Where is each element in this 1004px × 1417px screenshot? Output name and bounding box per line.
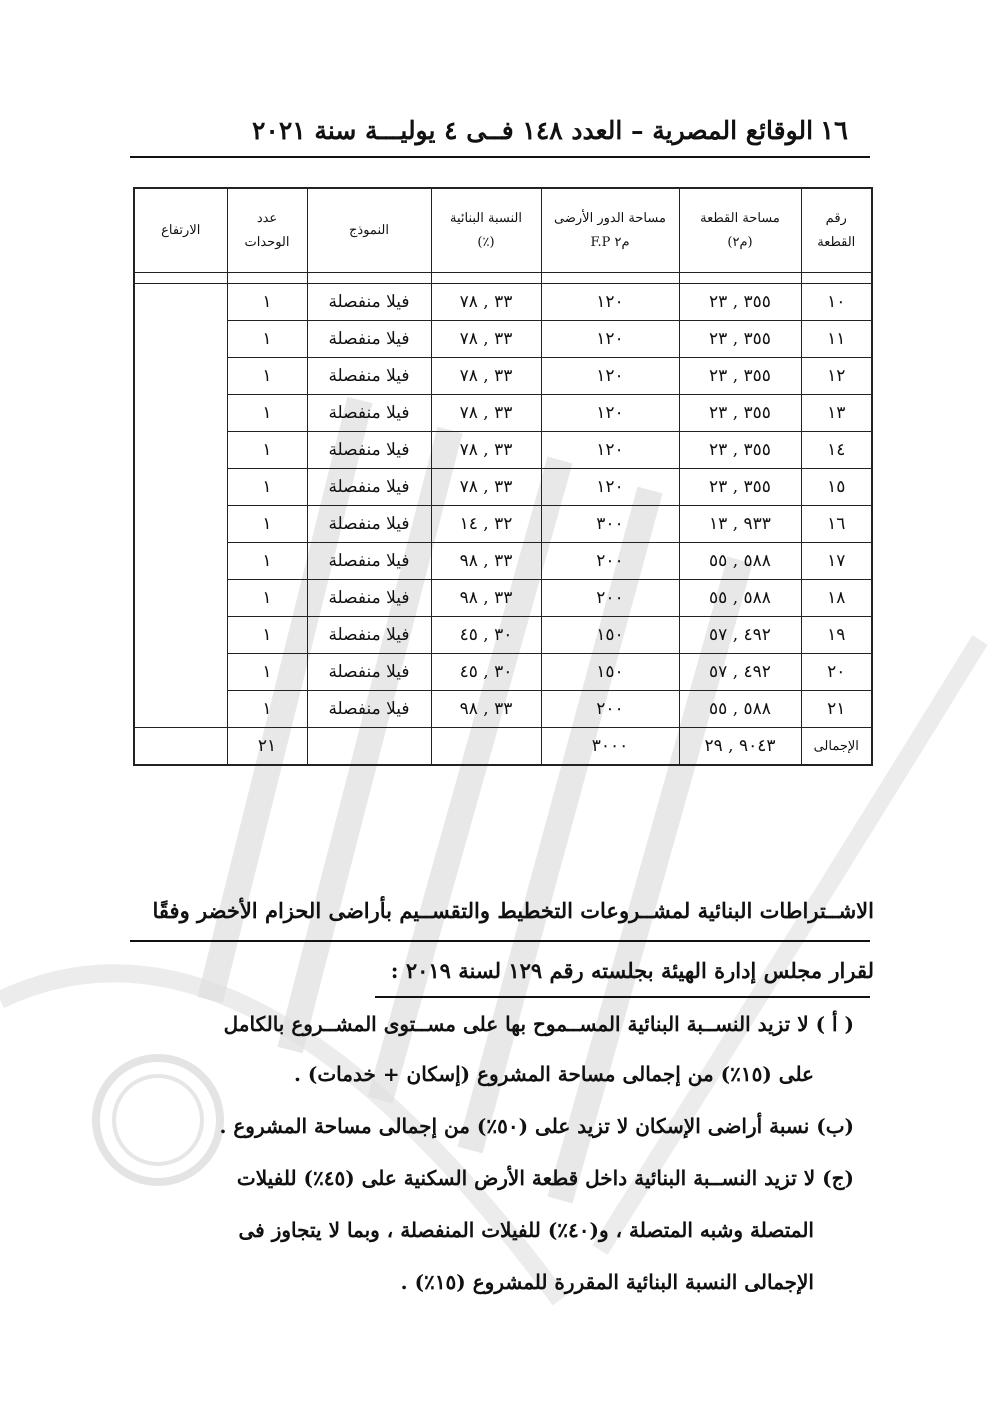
cell-plot-area: ٣٥٥ , ٢٣ <box>679 469 801 506</box>
table-row <box>134 617 872 654</box>
col-header: مساحة الدور الأرضى F.P م٢ <box>541 188 679 273</box>
cell-plot-area: ٤٩٢ , ٥٧ <box>679 654 801 691</box>
cell-ground-floor-area: ١٢٠ <box>541 284 679 321</box>
cell-building-ratio: ٣٣ , ٩٨ <box>431 691 541 728</box>
cell-building-ratio: ٣٣ , ٧٨ <box>431 321 541 358</box>
cell-unit-count: ١ <box>227 580 307 617</box>
cell-unit-count: ١ <box>227 358 307 395</box>
section-subheading: لقرار مجلس إدارة الهيئة بجلسته رقم ١٢٩ لسنة ٢٠١٩ : <box>390 958 874 983</box>
cell-plot-number: ٢٠ <box>801 654 872 691</box>
cell-total-units: ٢١ <box>227 728 307 766</box>
cell-unit-count: ١ <box>227 654 307 691</box>
condition-c-line1: (ج) لا تزيد النســبة البنائية داخل قطعة الأرض السكنية على (٤٥٪) للفيلات <box>236 1166 854 1190</box>
cell-building-model: فيلا منفصلة <box>307 432 431 469</box>
cell-plot-number: ١٩ <box>801 617 872 654</box>
heading-underline <box>130 940 870 942</box>
cell-building-ratio: ٣٣ , ٧٨ <box>431 395 541 432</box>
cell-building-model: فيلا منفصلة <box>307 358 431 395</box>
table-row <box>134 395 872 432</box>
cell-ground-floor-area: ٢٠٠ <box>541 543 679 580</box>
cell-total-area: ٩٠٤٣ , ٢٩ <box>679 728 801 766</box>
cell-empty <box>134 728 227 766</box>
cell-empty <box>307 728 431 766</box>
cell-plot-area: ٣٥٥ , ٢٣ <box>679 321 801 358</box>
cell-plot-number: ١٧ <box>801 543 872 580</box>
cell-unit-count: ١ <box>227 617 307 654</box>
table-row <box>134 654 872 691</box>
cell-building-ratio: ٣٢ , ١٤ <box>431 506 541 543</box>
cell-building-model: فيلا منفصلة <box>307 469 431 506</box>
table-row <box>134 358 872 395</box>
cell-ground-floor-area: ١٥٠ <box>541 617 679 654</box>
cell-unit-count: ١ <box>227 506 307 543</box>
cell-building-model: فيلا منفصلة <box>307 395 431 432</box>
table-total-row <box>134 728 872 766</box>
page-number: ١٦ <box>820 116 848 146</box>
col-header: الارتفاع <box>134 188 227 273</box>
cell-building-ratio: ٣٣ , ٧٨ <box>431 284 541 321</box>
col-header: مساحة القطعة (م٢) <box>679 188 801 273</box>
table-row <box>134 506 872 543</box>
cell-ground-floor-area: ١٥٠ <box>541 654 679 691</box>
subheading-underline <box>375 996 870 998</box>
cell-plot-area: ٥٨٨ , ٥٥ <box>679 580 801 617</box>
cell-building-model: فيلا منفصلة <box>307 543 431 580</box>
cell-unit-count: ١ <box>227 691 307 728</box>
cell-building-ratio: ٣٣ , ٩٨ <box>431 543 541 580</box>
cell-building-model: فيلا منفصلة <box>307 654 431 691</box>
cell-building-ratio: ٣٠ , ٤٥ <box>431 654 541 691</box>
cell-plot-area: ٥٨٨ , ٥٥ <box>679 543 801 580</box>
col-header: عدد الوحدات <box>227 188 307 273</box>
condition-a-line2: على (١٥٪) من إجمالى مساحة المشروع (إسكان + خدمات) . <box>293 1062 814 1086</box>
cell-ground-floor-area: ٢٠٠ <box>541 580 679 617</box>
cell-plot-number: ١٠ <box>801 284 872 321</box>
cell-total-label: الإجمالى <box>801 728 872 766</box>
cell-plot-area: ٣٥٥ , ٢٣ <box>679 358 801 395</box>
page-header <box>130 112 870 158</box>
cell-plot-area: ٣٥٥ , ٢٣ <box>679 284 801 321</box>
cell-plot-number: ١١ <box>801 321 872 358</box>
cell-unit-count: ١ <box>227 284 307 321</box>
cell-ground-floor-area: ١٢٠ <box>541 395 679 432</box>
cell-plot-number: ٢١ <box>801 691 872 728</box>
cell-plot-area: ٩٣٣ , ١٣ <box>679 506 801 543</box>
col-header: النموذج <box>307 188 431 273</box>
cell-empty <box>431 728 541 766</box>
cell-plot-area: ٤٩٢ , ٥٧ <box>679 617 801 654</box>
cell-building-ratio: ٣٠ , ٤٥ <box>431 617 541 654</box>
cell-building-model: فيلا منفصلة <box>307 580 431 617</box>
condition-a-line1: ( أ ) لا تزيد النســبة البنائية المســموح بها على مســتوى المشــروع بالكامل <box>223 1012 854 1036</box>
table-spacer-row <box>134 273 872 284</box>
col-header: رقم القطعة <box>801 188 872 273</box>
table-row <box>134 469 872 506</box>
cell-unit-count: ١ <box>227 432 307 469</box>
table-row <box>134 432 872 469</box>
cell-building-model: فيلا منفصلة <box>307 691 431 728</box>
cell-ground-floor-area: ٢٠٠ <box>541 691 679 728</box>
cell-building-ratio: ٣٣ , ٧٨ <box>431 358 541 395</box>
cell-plot-number: ١٣ <box>801 395 872 432</box>
cell-plot-number: ١٦ <box>801 506 872 543</box>
cell-building-ratio: ٣٣ , ٩٨ <box>431 580 541 617</box>
cell-plot-area: ٣٥٥ , ٢٣ <box>679 395 801 432</box>
condition-c-line2: المتصلة وشبه المتصلة ، و(٤٠٪) للفيلات المنفصلة ، وبما لا يتجاوز فى <box>238 1218 814 1242</box>
table-row <box>134 321 872 358</box>
cell-unit-count: ١ <box>227 395 307 432</box>
col-header: النسبة البنائية (٪) <box>431 188 541 273</box>
cell-building-model: فيلا منفصلة <box>307 506 431 543</box>
cell-building-ratio: ٣٣ , ٧٨ <box>431 432 541 469</box>
cell-ground-floor-area: ١٢٠ <box>541 358 679 395</box>
section-heading: الاشــتراطات البنائية لمشــروعات التخطيط والتقســيم بأراضى الحزام الأخضر وفقًا <box>152 898 874 923</box>
table-row <box>134 284 872 321</box>
cell-unit-count: ١ <box>227 321 307 358</box>
cell-ground-floor-area: ١٢٠ <box>541 469 679 506</box>
cell-plot-number: ١٨ <box>801 580 872 617</box>
cell-height-merged <box>134 284 227 728</box>
cell-ground-floor-area: ١٢٠ <box>541 321 679 358</box>
cell-building-model: فيلا منفصلة <box>307 617 431 654</box>
cell-plot-number: ١٢ <box>801 358 872 395</box>
table-row <box>134 691 872 728</box>
table-row <box>134 543 872 580</box>
cell-ground-floor-area: ٣٠٠ <box>541 506 679 543</box>
table-row <box>134 580 872 617</box>
cell-plot-area: ٣٥٥ , ٢٣ <box>679 432 801 469</box>
page-title: الوقائع المصرية – العدد ١٤٨ فــى ٤ يوليـــة سنة ٢٠٢١ <box>252 116 814 145</box>
cell-building-ratio: ٣٣ , ٧٨ <box>431 469 541 506</box>
cell-ground-floor-area: ١٢٠ <box>541 432 679 469</box>
cell-unit-count: ١ <box>227 543 307 580</box>
cell-total-ground-floor: ٣٠٠٠ <box>541 728 679 766</box>
condition-b: (ب) نسبة أراضى الإسكان لا تزيد على (٥٠٪) من إجمالى مساحة المشروع . <box>219 1114 854 1138</box>
cell-building-model: فيلا منفصلة <box>307 284 431 321</box>
cell-plot-number: ١٤ <box>801 432 872 469</box>
cell-building-model: فيلا منفصلة <box>307 321 431 358</box>
table-header-row <box>134 188 872 273</box>
cell-plot-area: ٥٨٨ , ٥٥ <box>679 691 801 728</box>
plots-table <box>133 187 873 766</box>
cell-unit-count: ١ <box>227 469 307 506</box>
cell-plot-number: ١٥ <box>801 469 872 506</box>
condition-c-line3: الإجمالى النسبة البنائية المقررة للمشروع (١٥٪) . <box>400 1270 814 1294</box>
